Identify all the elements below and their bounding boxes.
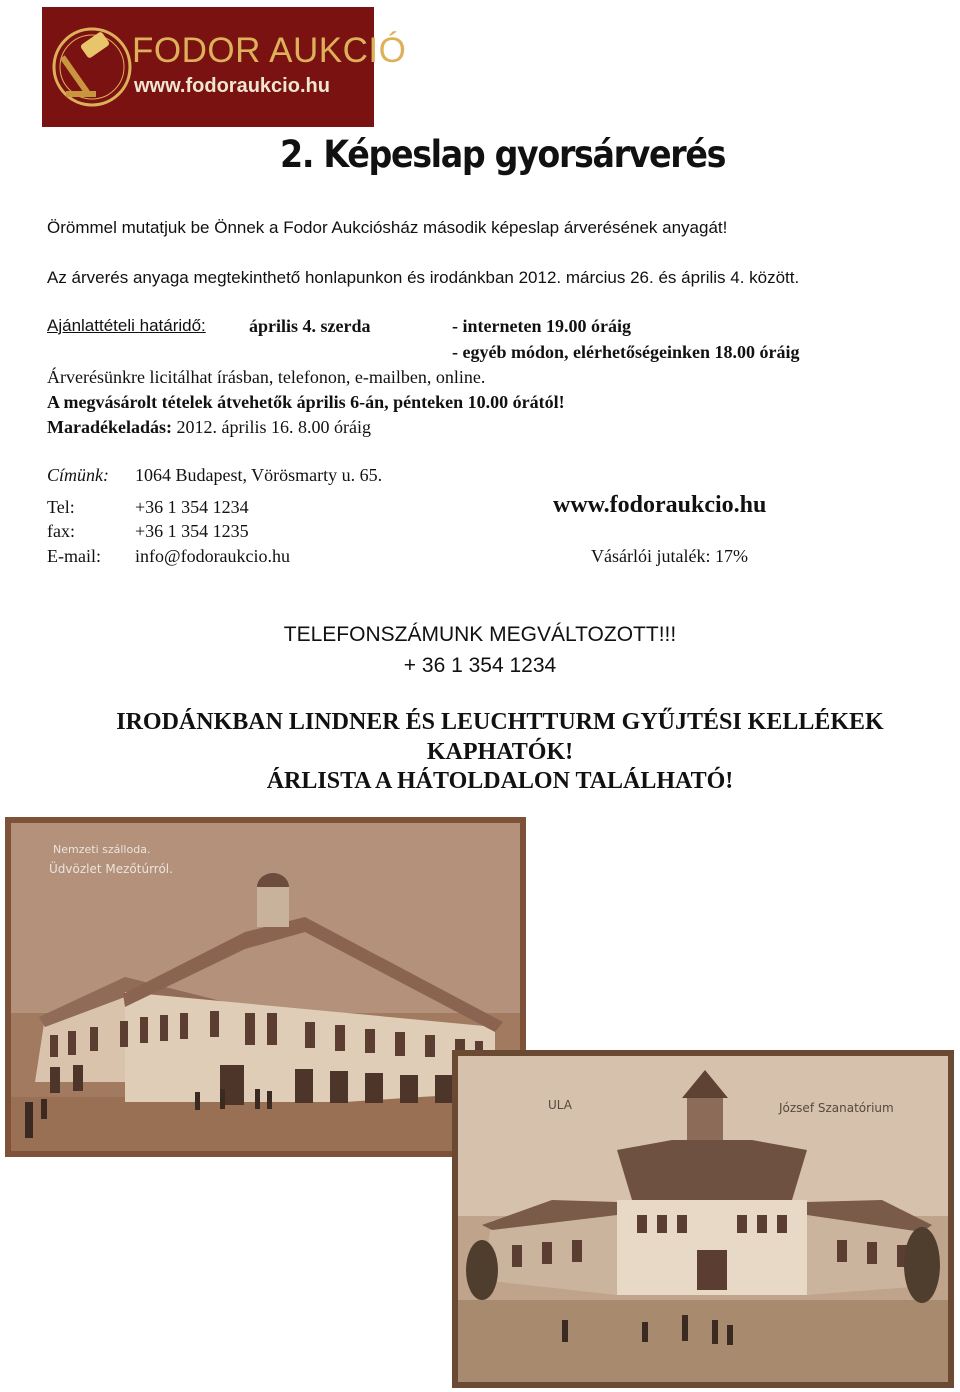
logo-url: www.fodoraukcio.hu: [134, 75, 330, 97]
email-label: E-mail:: [47, 546, 101, 566]
tel-label: Tel:: [47, 497, 75, 517]
website-link[interactable]: www.fodoraukcio.hu: [553, 492, 767, 518]
remainder-label: Maradékeladás:: [47, 417, 172, 437]
new-phone-number: + 36 1 354 1234: [403, 654, 557, 677]
logo: [42, 7, 407, 127]
fax-value: +36 1 354 1235: [135, 521, 249, 541]
card2-caption-left: ULA: [548, 1098, 572, 1112]
intro-line-1: Örömmel mutatjuk be Önnek a Fodor Aukciósház második képeslap árverésének anyagát!: [47, 218, 728, 237]
postcard-hotel: [5, 817, 526, 1157]
fax-label: fax:: [47, 521, 75, 541]
deadline-internet: - interneten 19.00 óráig: [452, 316, 631, 336]
card2-caption-right: József Szanatórium: [779, 1101, 894, 1115]
deadline-label: Ajánlattételi határidő:: [47, 316, 206, 335]
email-link[interactable]: info@fodoraukcio.hu: [135, 546, 291, 566]
page-title: 2. Képeslap gyorsárverés: [280, 133, 726, 176]
remainder-info: [47, 417, 371, 438]
deadline-date: április 4. szerda: [249, 316, 371, 336]
commission-info: Vásárlói jutalék: 17%: [591, 546, 748, 566]
postcard-sanatorium: [452, 1050, 954, 1388]
intro-line-2: Az árverés anyaga megtekinthető honlapunkon és irodánkban 2012. március 26. és április 4. között.: [47, 268, 800, 287]
deadline-other: - egyéb módon, elérhetőségeinken 18.00 óráig: [452, 342, 800, 362]
pickup-info: A megvásárolt tételek átvehetők április 6-án, pénteken 10.00 órától!: [47, 392, 565, 412]
announcement-line-3: ÁRLISTA A HÁTOLDALON TALÁLHATÓ!: [266, 768, 734, 794]
address-label: Címünk:: [47, 465, 109, 485]
announcement-line-1: IRODÁNKBAN LINDNER ÉS LEUCHTTURM GYŰJTÉSI KELLÉKEK: [116, 709, 884, 735]
announcement-line-2: KAPHATÓK!: [426, 739, 574, 765]
tel-value: +36 1 354 1234: [135, 497, 249, 517]
logo-brand: FODOR AUKCIÓ: [132, 31, 407, 70]
remainder-value: 2012. április 16. 8.00 óráig: [176, 417, 371, 437]
phone-changed-notice: TELEFONSZÁMUNK MEGVÁLTOZOTT!!!: [283, 623, 677, 646]
address: 1064 Budapest, Vörösmarty u. 65.: [135, 465, 383, 485]
bidding-info: Árverésünkre licitálhat írásban, telefonon, e-mailben, online.: [47, 367, 486, 387]
card1-caption-1: Nemzeti szálloda.: [53, 843, 151, 856]
card1-caption-2: Üdvözlet Mezőtúrról.: [49, 862, 173, 876]
